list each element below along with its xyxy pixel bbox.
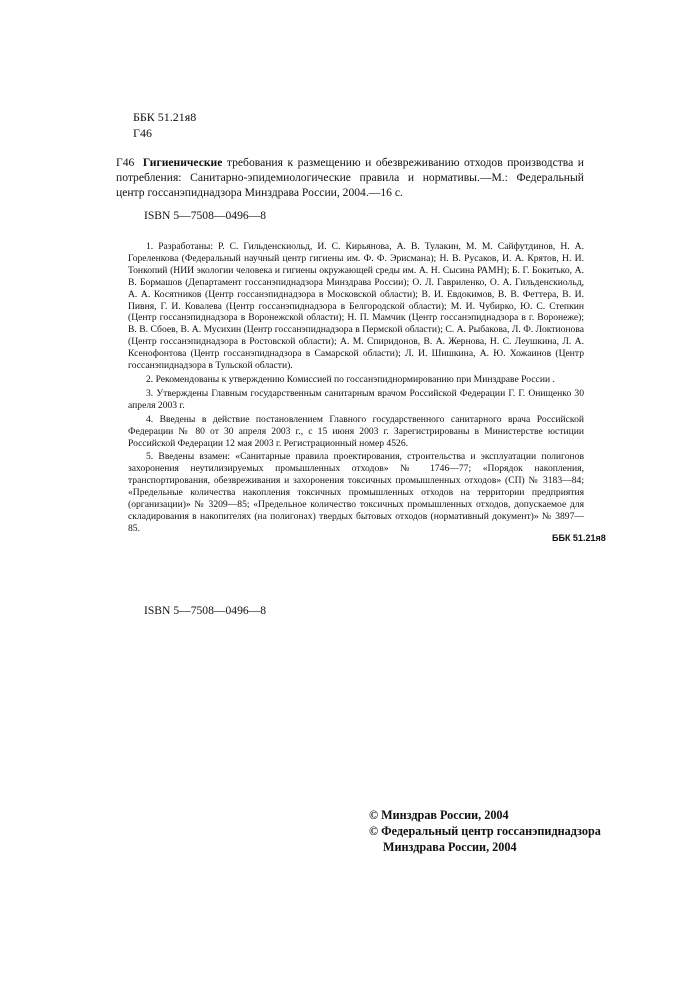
bbk-code: ББК 51.21я8 — [133, 110, 197, 124]
credit-item: 2. Рекомендованы к утверждению Комиссией по госсанэпиднормированию при Минздраве России . — [146, 373, 555, 385]
bbk-code-right: ББК 51.21я8 — [552, 533, 606, 543]
entry-index: Г46 — [116, 156, 135, 169]
copyright-line: © Федеральный центр госсанэпиднадзора — [369, 824, 601, 838]
entry-keyword: Гигиенические — [142, 156, 223, 169]
copyright-line: Минздрава России, 2004 — [383, 840, 517, 854]
copyright-block — [369, 807, 601, 855]
bibliographic-entry — [116, 156, 584, 200]
isbn-bottom: ISBN 5—7508—0496—8 — [144, 604, 267, 617]
credits-block — [128, 241, 584, 537]
entry-description: требования к размещению и обезвреживанию отходов производства и потребления: Санитарно-эпидемиологические правила и нормативы.—М.: Федеральный центр госсанэпиднадзора Минздрава России, 2004.—16 с. — [116, 156, 584, 199]
credit-item: 4. Введены в действие постановлением Главного государственного санитарного врача Российской Федерации № 80 от 30 апреля 2003 г., с 15 июня 2003 г. Зарегистрированы в Министерстве юстиции Российской Федерации 12 мая 2003 г. Регистрационный номер 4526. — [128, 413, 584, 449]
credit-item: 5. Введены взамен: «Санитарные правила проектирования, строительства и эксплуатации полигонов захоронения неутилизируемых промышленных отходов» № 1746—77; «Порядок накопления, транспортирования, обезвреживания и захоронения токсичных промышленных отходов» (СП) № 3183—84; «Предельные количества накопления токсичных промышленных отходов на территории предприятия (организации)» № 3209—85; «Предельное количество токсичных промышленных отходов, допускаемое для складирования в накопителях (на полигонах) твердых бытовых отходов (нормативный документ)» № 3897—85. — [128, 451, 584, 534]
author-mark: Г46 — [133, 126, 152, 140]
isbn-top: ISBN 5—7508—0496—8 — [144, 209, 267, 222]
copyright-line: © Минздрав России, 2004 — [369, 808, 509, 822]
credit-item: 1. Разработаны: Р. С. Гильденскиольд, И. С. Кирьянова, А. В. Тулакин, М. М. Сайфутдинов, Н. А. Гореленкова (Федеральный научный центр гигиены им. Ф. Ф. Эрисмана); Н. В. Русаков, И. А. Крятов, Н. И. Тонкопий (НИИ экологии человека и гигиены окружающей среды им. А. Н. Сысина РАМН); Б. Г. Бокитько, А. В. Бормашов (Департамент госсанэпиднадзора Минздрава России); О. Л. Гавриленко, О. А. Гильденскиольд, А. А. Косятников (Центр госсанэпиднадзора в Московской области); В. И. Евдокимов, В. В. Феттера, В. И. Пивня, Г. И. Ковалева (Центр госсанэпиднадзора в Белгородской области); М. И. Чубирко, Ю. С. Степкин (Центр госсанэпиднадзора в Воронежской области); Н. П. Мамчик (Центр госсанэпиднадзора в г. Воронеже); В. В. Сбоев, В. А. Мусихин (Центр госсанэпиднадзора в Пермской области); С. А. Рыбакова, Л. Ф. Локтионова (Центр госсанэпиднадзора в Ростовской области); А. М. Спиридонов, В. А. Жернова, Н. С. Леушкина, Л. А. Ксенофонтова (Центр госсанэпиднадзора в Самарской области); Л. И. Шишкина, А. Ю. Хожаинов (Центр госсанэпиднадзора в Тульской области). — [128, 241, 584, 372]
credit-item: 3. Утверждены Главным государственным санитарным врачом Российской Федерации Г. Г. Онищенко 30 апреля 2003 г. — [128, 387, 584, 411]
